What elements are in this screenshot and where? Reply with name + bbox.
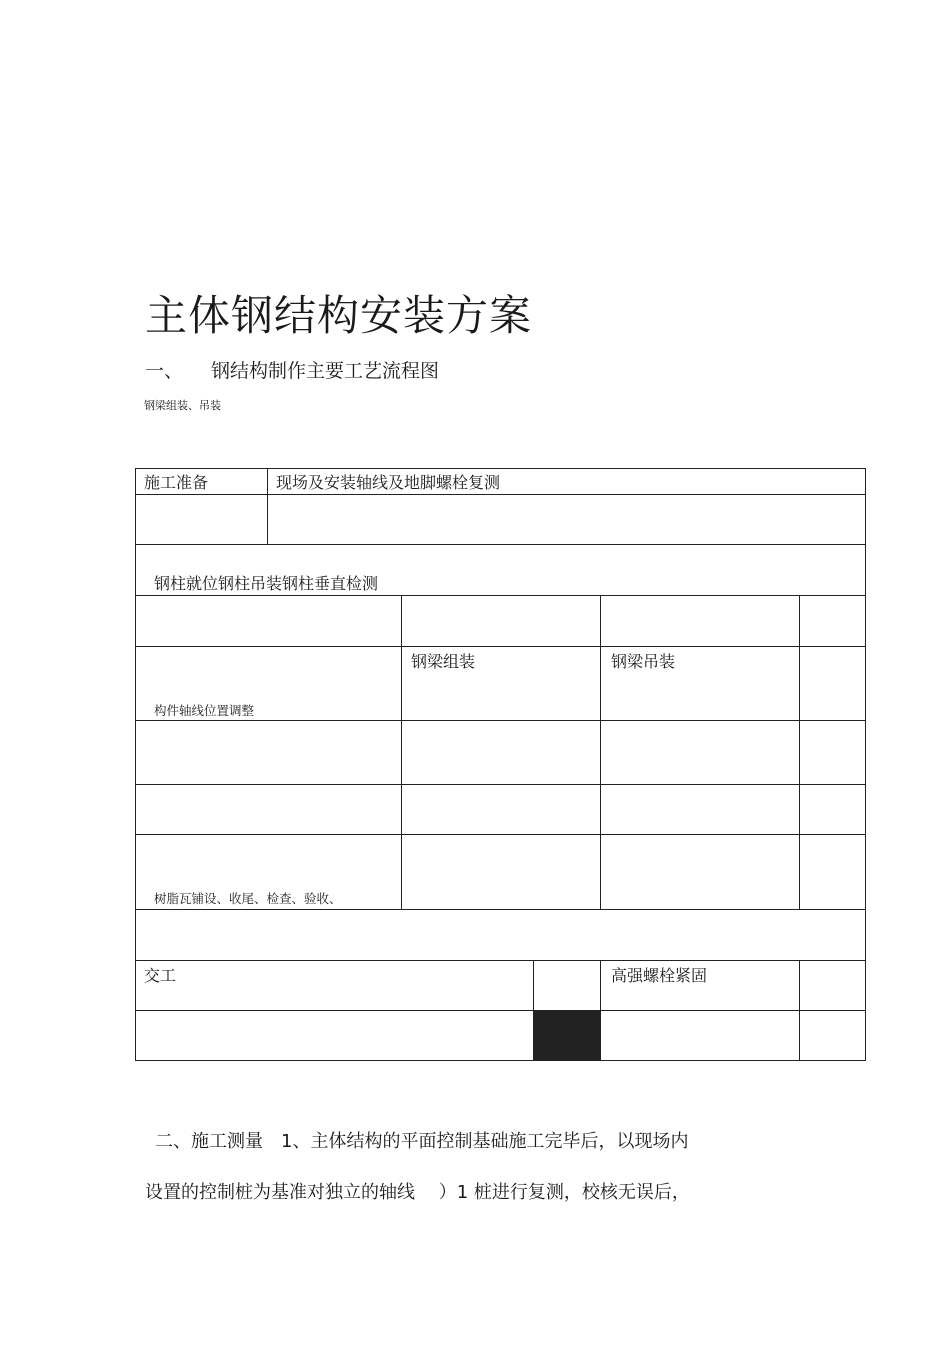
page-title: 主体钢结构安装方案 <box>145 291 533 340</box>
section-heading: 钢结构制作主要工艺流程图 <box>211 360 440 382</box>
cell-axis-adjust: 构件轴线位置调整 <box>154 703 255 718</box>
cell-bolt-tighten: 高强螺栓紧固 <box>611 966 708 985</box>
body-paragraph-line-2: 设置的控制桩为基准对独立的轴线 ）1 桩进行复测，校核无误后， <box>145 1182 690 1203</box>
cell-roof-finish: 树脂瓦铺设、收尾、检查、验收、 <box>154 891 342 906</box>
cell-axis-recheck: 现场及安装轴线及地脚螺栓复测 <box>276 473 501 492</box>
cell-column-install: 钢柱就位钢柱吊装钢柱垂直检测 <box>154 574 379 593</box>
filled-cell <box>534 1011 600 1060</box>
cell-construction-prep: 施工准备 <box>144 473 209 492</box>
cell-beam-hoisting: 钢梁吊装 <box>611 652 676 671</box>
subtitle: 钢梁组装、吊装 <box>144 399 221 412</box>
cell-handover: 交工 <box>144 966 177 985</box>
section-number: 一、 <box>145 360 184 382</box>
body-paragraph-line-1: 二、施工测量 1、主体结构的平面控制基础施工完毕后，以现场内 <box>155 1131 689 1152</box>
cell-beam-assembly: 钢梁组装 <box>411 652 476 671</box>
